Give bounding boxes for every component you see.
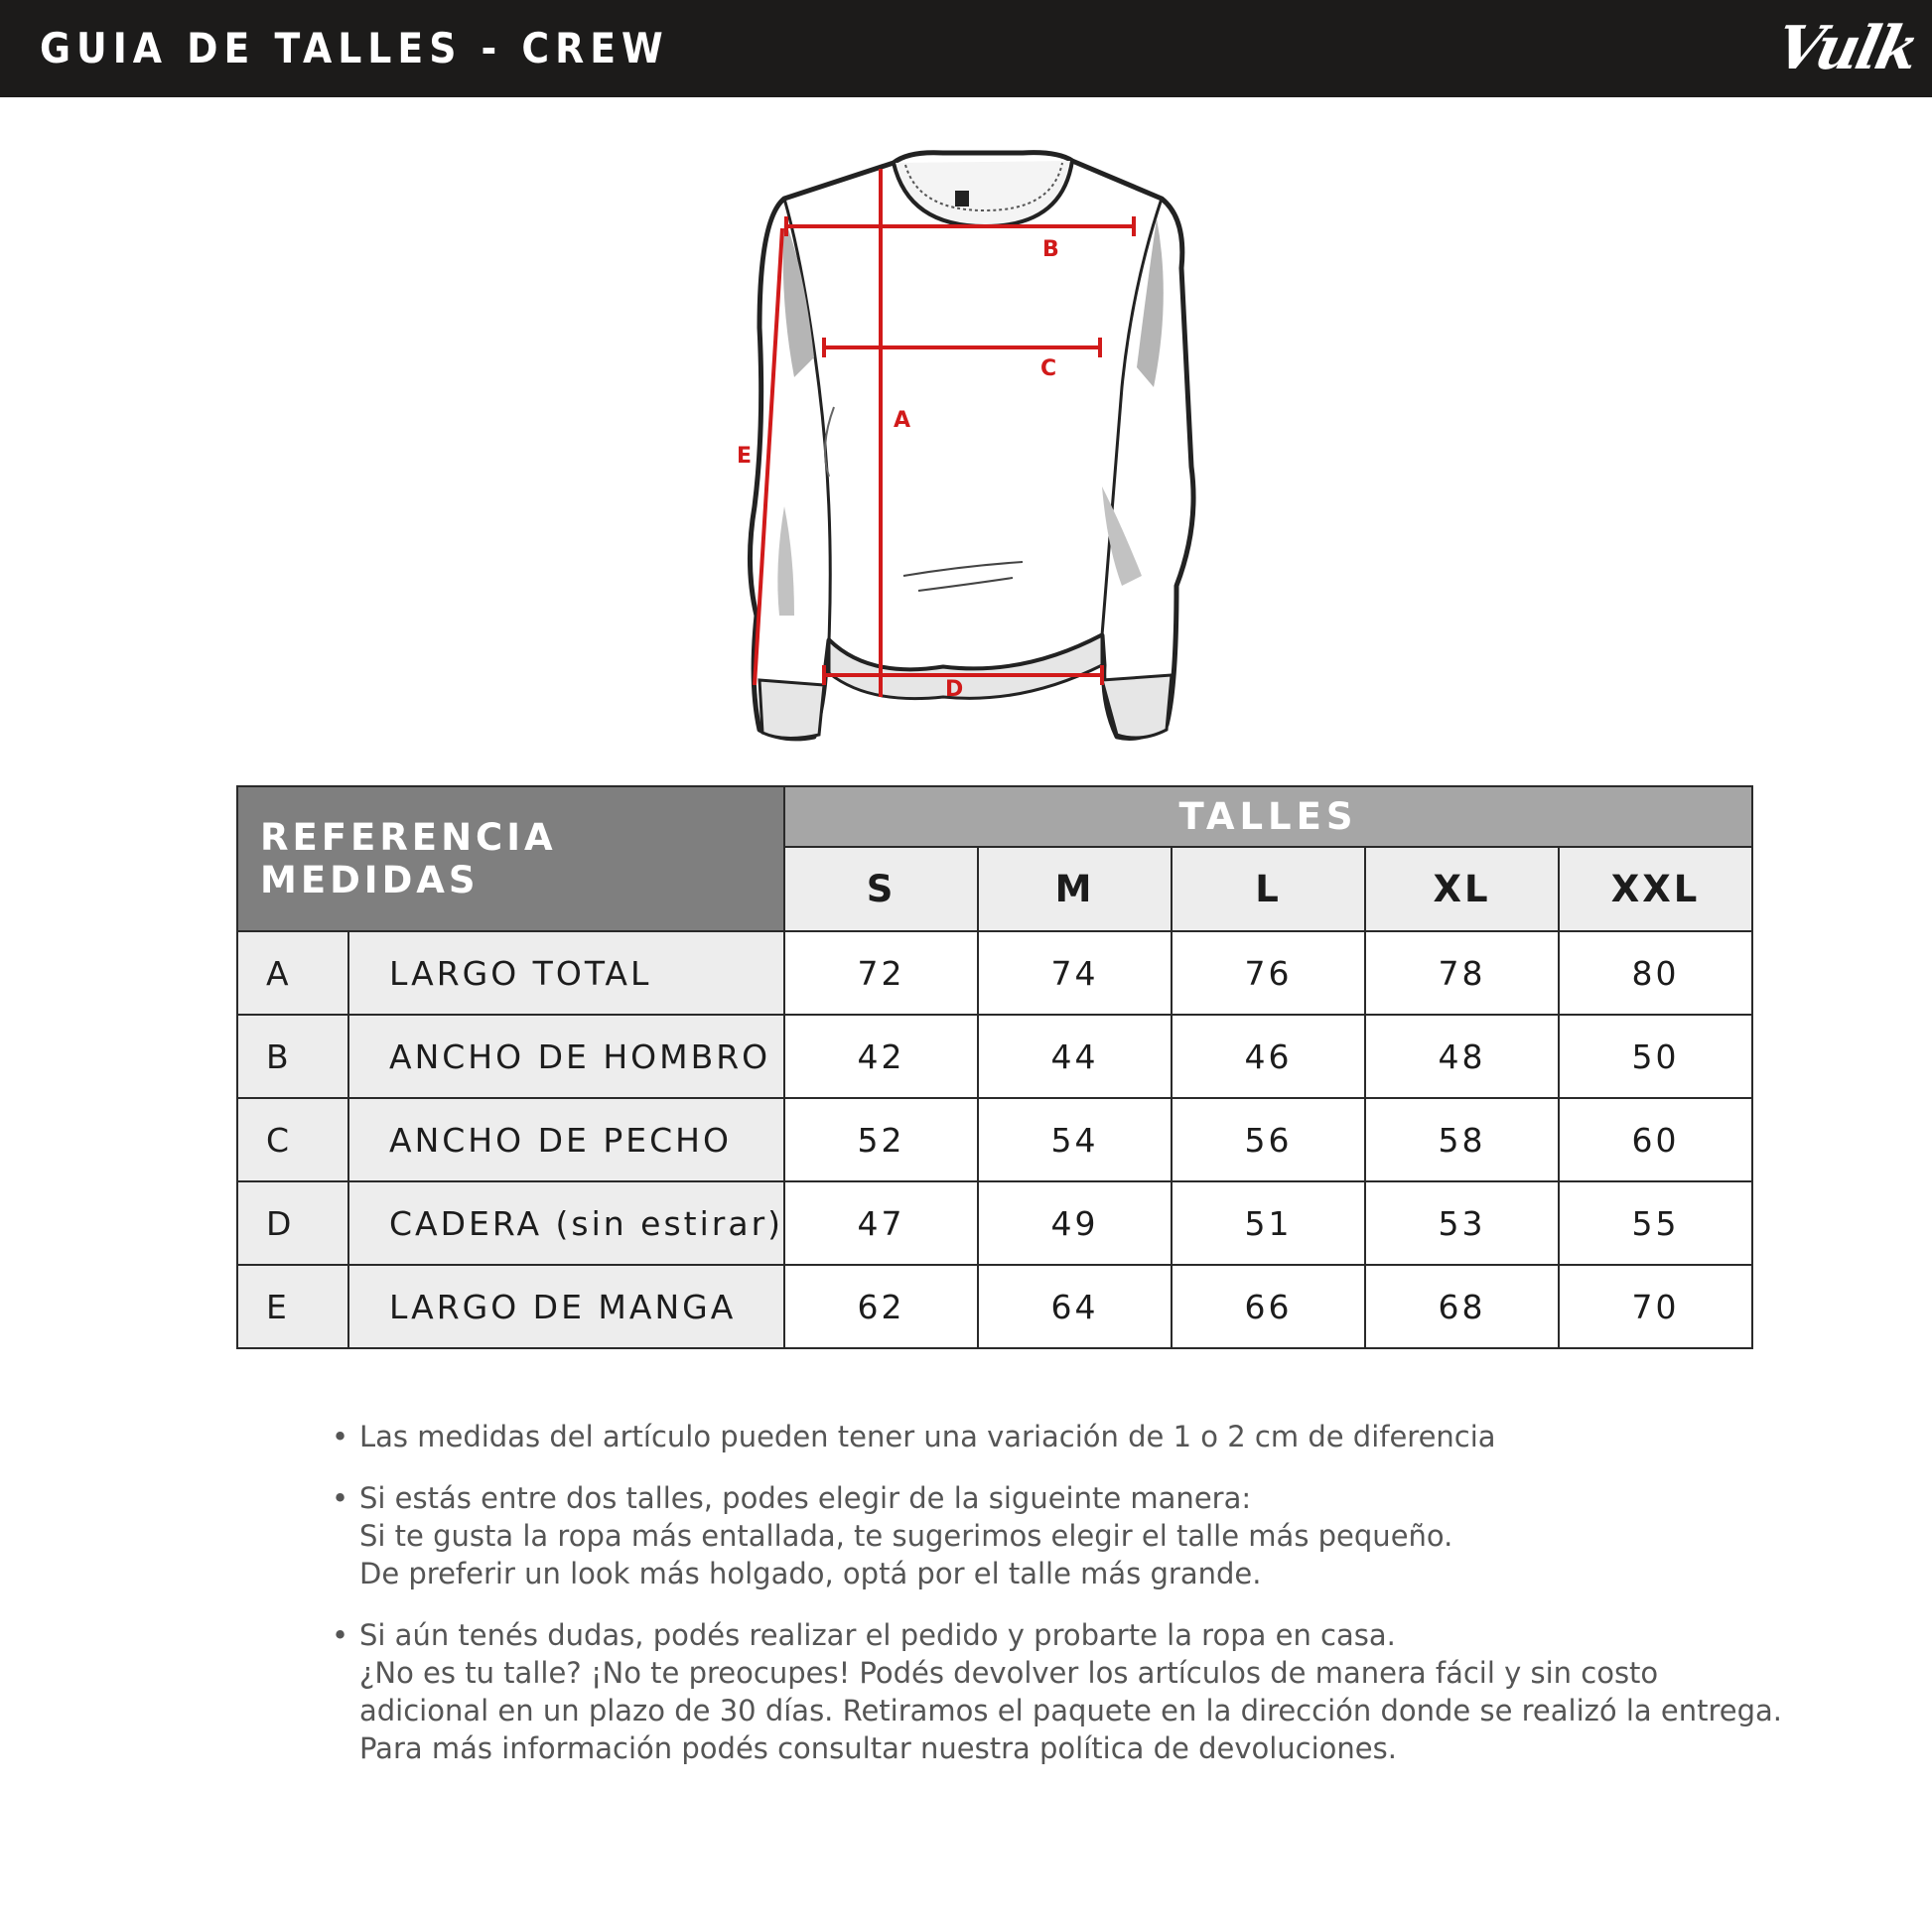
- cell-value: 48: [1365, 1015, 1559, 1098]
- cell-value: 80: [1559, 931, 1752, 1015]
- label-a: A: [894, 408, 911, 433]
- row-letter: B: [237, 1015, 348, 1098]
- note-item: [328, 1479, 1817, 1592]
- cell-value: 53: [1365, 1181, 1559, 1265]
- cell-value: 78: [1365, 931, 1559, 1015]
- note-line: Si estás entre dos talles, podes elegir de la sigueinte manera:: [359, 1481, 1252, 1515]
- notes-list: [328, 1418, 1817, 1791]
- cell-value: 62: [784, 1265, 978, 1348]
- cell-value: 52: [784, 1098, 978, 1181]
- cell-value: 42: [784, 1015, 978, 1098]
- cell-value: 68: [1365, 1265, 1559, 1348]
- size-table: [236, 785, 1753, 1349]
- cell-value: 47: [784, 1181, 978, 1265]
- row-letter: C: [237, 1098, 348, 1181]
- row-label: ANCHO DE HOMBRO: [348, 1015, 784, 1098]
- page-title: GUIA DE TALLES - CREW: [40, 24, 669, 72]
- label-c: C: [1040, 356, 1057, 381]
- row-label: CADERA (sin estirar): [348, 1181, 784, 1265]
- cell-value: 55: [1559, 1181, 1752, 1265]
- cell-value: 60: [1559, 1098, 1752, 1181]
- row-label: LARGO DE MANGA: [348, 1265, 784, 1348]
- label-b: B: [1042, 237, 1059, 262]
- size-header-xxl: XXL: [1559, 847, 1752, 931]
- row-letter: E: [237, 1265, 348, 1348]
- note-line: Si aún tenés dudas, podés realizar el pedido y probarte la ropa en casa.: [359, 1618, 1396, 1652]
- note-line: Si te gusta la ropa más entallada, te sugerimos elegir el talle más pequeño.: [359, 1519, 1453, 1553]
- cell-value: 54: [978, 1098, 1172, 1181]
- row-letter: D: [237, 1181, 348, 1265]
- size-header-l: L: [1172, 847, 1365, 931]
- brand-logo: Vulk: [1769, 14, 1923, 83]
- cell-value: 50: [1559, 1015, 1752, 1098]
- note-line: adicional en un plazo de 30 días. Retiramos el paquete en la dirección donde se realizó la entrega.: [359, 1694, 1782, 1727]
- note-item: [328, 1616, 1817, 1767]
- cell-value: 49: [978, 1181, 1172, 1265]
- note-line: Las medidas del artículo pueden tener una variación de 1 o 2 cm de diferencia: [359, 1420, 1496, 1453]
- cell-value: 44: [978, 1015, 1172, 1098]
- header-bar: [0, 0, 1932, 97]
- table-row: [237, 1015, 1752, 1098]
- size-header-xl: XL: [1365, 847, 1559, 931]
- sweater-body: [750, 153, 1193, 739]
- label-d: D: [945, 677, 964, 702]
- cell-value: 70: [1559, 1265, 1752, 1348]
- note-line: Para más información podés consultar nuestra política de devoluciones.: [359, 1731, 1397, 1765]
- note-item: [328, 1418, 1817, 1455]
- left-cuff: [759, 680, 824, 739]
- row-label: LARGO TOTAL: [348, 931, 784, 1015]
- note-line: De preferir un look más holgado, optá por el talle más grande.: [359, 1557, 1262, 1590]
- table-row: [237, 931, 1752, 1015]
- cell-value: 64: [978, 1265, 1172, 1348]
- size-header-m: M: [978, 847, 1172, 931]
- table-row: [237, 1098, 1752, 1181]
- sweater-diagram: [725, 149, 1201, 745]
- cell-value: 76: [1172, 931, 1365, 1015]
- row-letter: A: [237, 931, 348, 1015]
- bullet-icon: •: [332, 1481, 349, 1515]
- cell-value: 74: [978, 931, 1172, 1015]
- cell-value: 51: [1172, 1181, 1365, 1265]
- bullet-icon: •: [332, 1420, 349, 1453]
- table-row: [237, 1265, 1752, 1348]
- ref-header: REFERENCIA MEDIDAS: [237, 786, 784, 931]
- size-header-s: S: [784, 847, 978, 931]
- cell-value: 66: [1172, 1265, 1365, 1348]
- cell-value: 46: [1172, 1015, 1365, 1098]
- cell-value: 72: [784, 931, 978, 1015]
- cell-value: 56: [1172, 1098, 1365, 1181]
- note-line: ¿No es tu talle? ¡No te preocupes! Podés devolver los artículos de manera fácil y sin costo: [359, 1656, 1659, 1690]
- row-label: ANCHO DE PECHO: [348, 1098, 784, 1181]
- sizes-header: TALLES: [784, 786, 1752, 847]
- cell-value: 58: [1365, 1098, 1559, 1181]
- table-row: [237, 1181, 1752, 1265]
- label-e: E: [737, 444, 753, 469]
- bullet-icon: •: [332, 1618, 349, 1652]
